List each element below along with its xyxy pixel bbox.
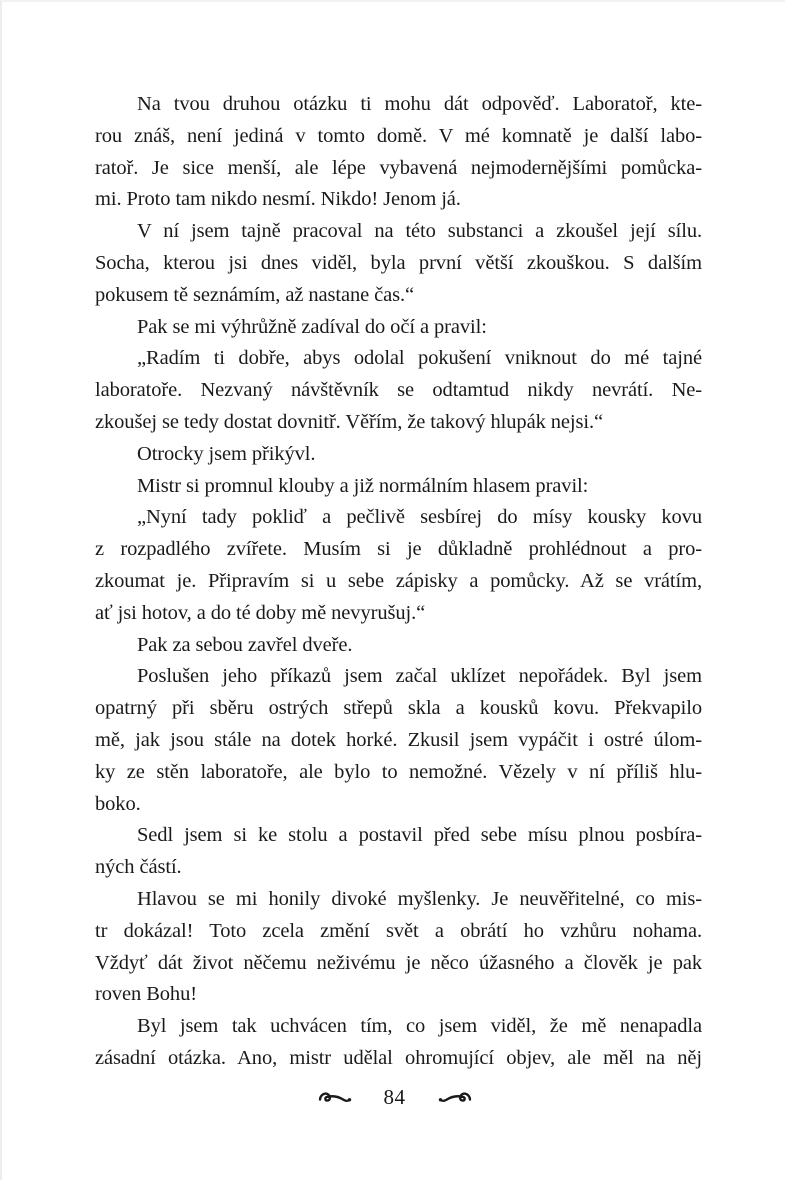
page-number: 84 [383, 1084, 406, 1109]
text-line: z rozpadlého zvířete. Musím si je důkladně prohlédnout a pro- [95, 538, 702, 561]
text-line: opatrný při sběru ostrých střepů skla a kousků kovu. Překvapilo [95, 697, 702, 720]
text-line: zkoušej se tedy dostat dovnitř. Věřím, že takový hlupák nejsi.“ [95, 410, 603, 433]
paragraph [95, 820, 702, 884]
paragraph [95, 502, 702, 629]
paragraph [95, 630, 702, 662]
text-line: mě, jak jsou stále na dotek horké. Zkusil jsem vypáčit i ostré úlom- [95, 728, 702, 751]
right-flourish-icon [438, 1090, 472, 1105]
text-line: zásadní otázka. Ano, mistr udělal ohromující objev, ale měl na něj [95, 1046, 702, 1069]
text-line: zkoumat je. Připravím si u sebe zápisky a pomůcky. Až se vrátím, [95, 569, 702, 592]
paragraph [95, 312, 702, 344]
text-line: laboratoře. Nezvaný návštěvník se odtamtud nikdy nevrátí. Ne- [95, 379, 702, 402]
text-line: boko. [95, 792, 141, 815]
text-line: Poslušen jeho příkazů jsem začal uklízet nepořádek. Byl jsem [137, 665, 702, 688]
text-line: Socha, kterou jsi dnes viděl, byla první větší zkouškou. S dalším [95, 251, 702, 274]
text-line: Hlavou se mi honily divoké myšlenky. Je neuvěřitelné, co mis- [137, 887, 702, 910]
text-line: tr dokázal! Toto zcela změní svět a obrátí ho vzhůru nohama. [95, 919, 702, 942]
paragraph [95, 216, 702, 311]
paragraph [95, 439, 702, 471]
text-line: Otrocky jsem přikývl. [137, 442, 316, 465]
text-line: ať jsi hotov, a do té doby mě nevyrušuj.“ [95, 601, 426, 624]
text-line: rou znáš, není jediná v tomto domě. V mé komnatě je další labo- [95, 124, 702, 147]
paragraph [95, 343, 702, 438]
text-line: Sedl jsem si ke stolu a postavil před sebe mísu plnou posbíra- [137, 824, 702, 847]
text-line: roven Bohu! [95, 983, 197, 1006]
text-line: Pak za sebou zavřel dveře. [137, 633, 353, 656]
paragraph [95, 471, 702, 503]
text-line: Na tvou druhou otázku ti mohu dát odpověď. Laboratoř, kte- [137, 93, 702, 115]
text-line: „Radím ti dobře, abys odolal pokušení vniknout do mé tajné [137, 347, 702, 370]
paragraph [95, 884, 702, 1011]
paragraph [95, 1011, 702, 1075]
text-line: mi. Proto tam nikdo nesmí. Nikdo! Jenom já. [95, 188, 461, 211]
text-line: Byl jsem tak uchvácen tím, co jsem viděl, že mě nenapadla [137, 1015, 702, 1038]
text-line: V ní jsem tajně pracoval na této substanci a zkoušel její sílu. [137, 220, 702, 243]
left-flourish-icon [318, 1090, 352, 1105]
text-line: ratoř. Je sice menší, ale lépe vybavená nejmodernějšími pomůcka- [95, 156, 702, 179]
text-line: Vždyť dát život něčemu neživému je něco úžasného a člověk je pak [95, 951, 702, 974]
text-line: „Nyní tady pokliď a pečlivě sesbírej do mísy kousky kovu [137, 506, 702, 529]
text-line: ky ze stěn laboratoře, ale bylo to nemožné. Vězely v ní příliš hlu- [95, 760, 702, 783]
paragraph [95, 661, 702, 820]
text-line: ných částí. [95, 856, 182, 879]
page-footer [2, 1080, 785, 1114]
page-text [95, 89, 702, 1075]
text-line: Mistr si promnul klouby a již normálním hlasem pravil: [137, 474, 589, 497]
paragraph [95, 89, 702, 216]
text-line: Pak se mi výhrůžně zadíval do očí a pravil: [137, 315, 487, 338]
text-line: pokusem tě seznámím, až nastane čas.“ [95, 283, 415, 306]
